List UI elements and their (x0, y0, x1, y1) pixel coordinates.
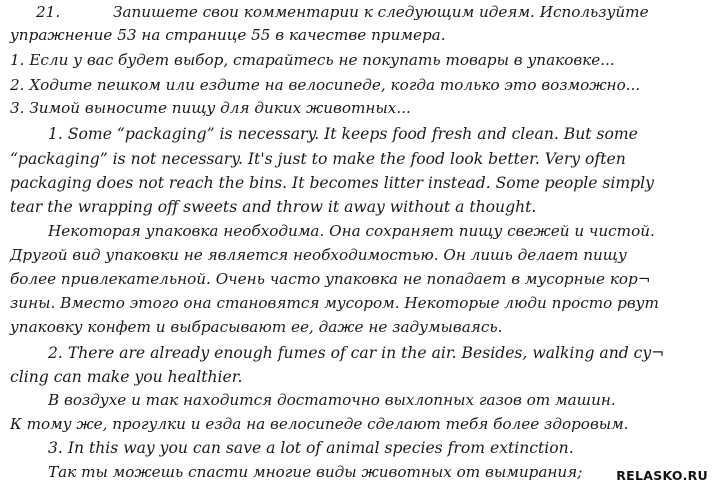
answer-1-ru-line-1: Некоторая упаковка необходима. Она сохраняет пищу свежей и чистой. (48, 222, 655, 240)
answer-1-ru-line-4: зины. Вместо этого она становятся мусором. Некоторые люди просто рвут (10, 294, 659, 312)
answer-1-en-line-4: tear the wrapping off sweets and throw it away without a thought. (10, 198, 537, 216)
answer-3-ru-line-1: Так ты можешь спасти многие виды животных от вымирания; (48, 463, 583, 481)
task-line-2: упражнение 53 на странице 55 в качестве примера. (10, 26, 446, 44)
answer-1-en-line-2: “packaging” is not necessary. It's just to make the food look better. Very often (10, 150, 626, 168)
answer-2-ru-line-2: К тому же, прогулки и езда на велосипеде сделают тебя более здоровым. (10, 415, 629, 433)
answer-2-ru-line-1: В воздухе и так находится достаточно выхлопных газов от машин. (48, 391, 616, 409)
site-watermark: RELASKO.RU (616, 468, 708, 483)
answer-2-en-line-1: 2. There are already enough fumes of car in the air. Besides, walking and cy¬ (48, 344, 665, 362)
answer-3-en-line-1: 3. In this way you can save a lot of animal species from extinction. (48, 439, 574, 457)
task-line-1: Запишете свои комментарии к следующим идеям. Используйте (113, 3, 649, 21)
answer-1-ru-line-2: Другой вид упаковки не является необходимостью. Он лишь делает пищу (10, 246, 627, 264)
idea-3: 3. Зимой выносите пищу для диких животных... (10, 99, 411, 117)
idea-1: 1. Если у вас будет выбор, старайтесь не покупать товары в упаковке... (10, 51, 615, 69)
answer-1-ru-line-3: более привлекательной. Очень часто упаковка не попадает в мусорные кор¬ (10, 270, 651, 288)
answer-1-en-line-1: 1. Some “packaging” is necessary. It keeps food fresh and clean. But some (48, 125, 638, 143)
exercise-number: 21. (36, 3, 61, 21)
answer-1-en-line-3: packaging does not reach the bins. It becomes litter instead. Some people simply (10, 174, 654, 192)
answer-2-en-line-2: cling can make you healthier. (10, 368, 243, 386)
idea-2: 2. Ходите пешком или ездите на велосипеде, когда только это возможно... (10, 76, 641, 94)
answer-1-ru-line-5: упаковку конфет и выбрасывают ее, даже не задумываясь. (10, 318, 503, 336)
